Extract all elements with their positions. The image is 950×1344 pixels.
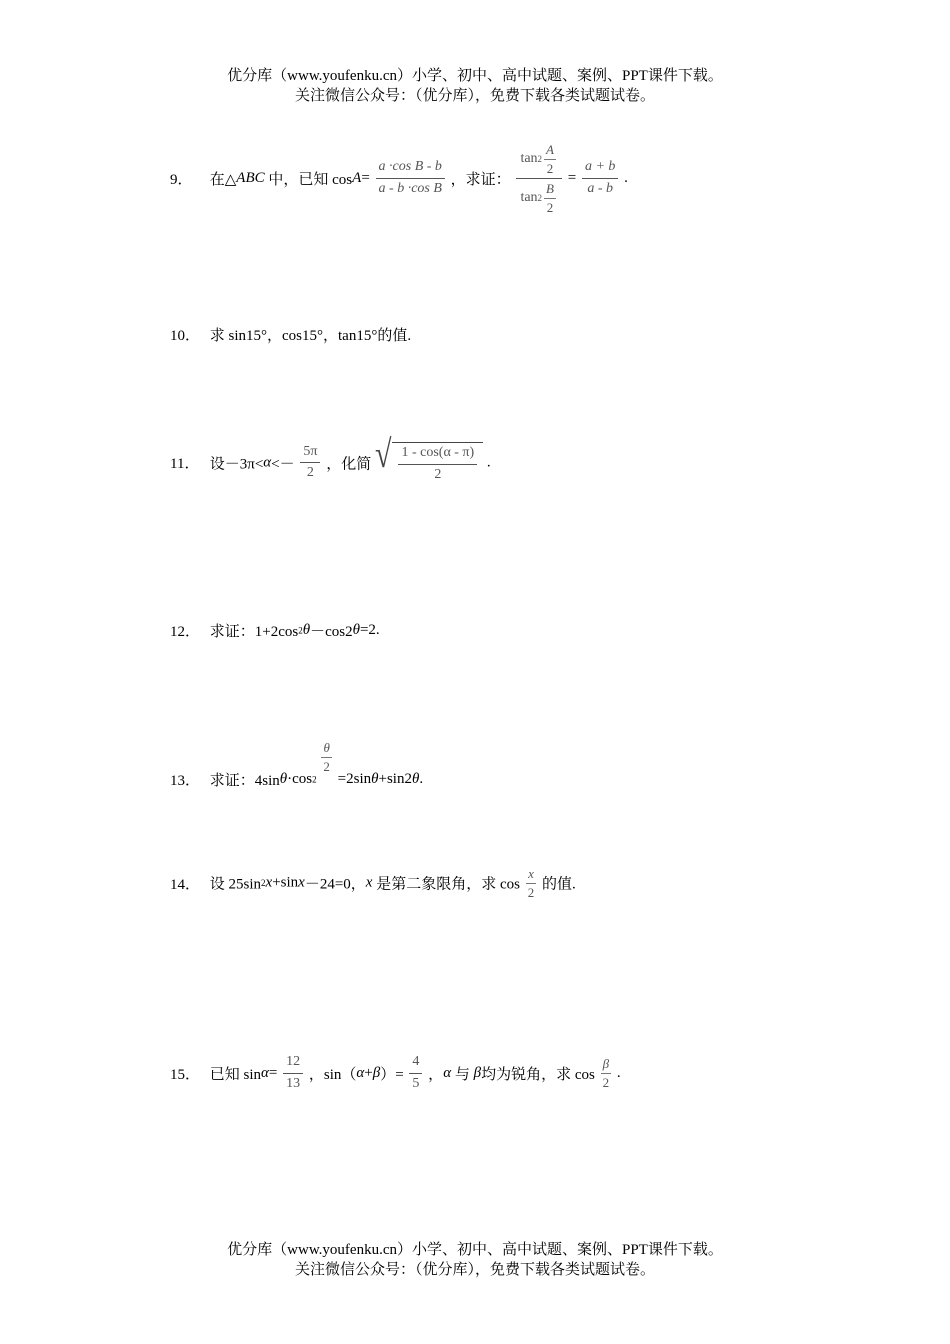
numerator: B xyxy=(544,181,556,199)
radical-sign: √ xyxy=(374,433,392,477)
triangle-name: ABC xyxy=(236,170,265,187)
problem-9 xyxy=(170,142,628,215)
denominator: 2 xyxy=(527,884,535,900)
x-over-two xyxy=(526,866,537,900)
text: <－ xyxy=(271,456,295,473)
problem-14 xyxy=(170,866,576,900)
text: 均为锐角，求 cos xyxy=(481,1066,595,1083)
five-pi-over-two xyxy=(300,444,320,483)
cosA-fraction xyxy=(376,159,445,198)
numerator: A xyxy=(544,142,556,160)
denominator: 2 xyxy=(546,160,554,176)
text: 设－3π< xyxy=(209,456,264,473)
text: 已知 sin xyxy=(209,1066,262,1083)
problem-text: 求 sin15°，cos15°，tan15°的值. xyxy=(209,328,412,344)
text: +sin2 xyxy=(378,771,412,788)
period: . xyxy=(616,1064,621,1081)
theta: θ xyxy=(411,771,420,788)
beta: β xyxy=(473,1064,482,1081)
alpha: α xyxy=(261,1064,269,1081)
denominator: 13 xyxy=(286,1075,301,1091)
radicand xyxy=(392,442,483,484)
denominator: 2 xyxy=(546,199,554,215)
beta: β xyxy=(372,1064,381,1081)
text: 是第二象限角，求 cos xyxy=(376,876,520,893)
theta: θ xyxy=(279,771,288,788)
text: ， xyxy=(428,1066,444,1083)
numerator: a ·cos B - b xyxy=(376,159,445,179)
problem-number: 15． xyxy=(170,1066,201,1083)
half-B-fraction xyxy=(544,181,556,215)
text: ）= xyxy=(380,1066,404,1083)
period: . xyxy=(419,771,424,788)
numerator: 12 xyxy=(283,1054,303,1074)
page-footer xyxy=(0,1240,950,1280)
alpha: α xyxy=(263,454,272,471)
var-A: A xyxy=(352,170,362,187)
header-line-2: 关注微信公众号：（优分库），免费下载各类试题试卷。 xyxy=(294,88,655,104)
denominator: 2 xyxy=(602,1074,610,1090)
problem-13 xyxy=(170,740,424,790)
half-A-fraction xyxy=(544,142,556,176)
text: =2sin xyxy=(337,771,372,788)
var-x: x xyxy=(365,874,373,891)
text: ·cos xyxy=(287,771,313,788)
text: 求证：4sin xyxy=(209,773,280,790)
period: . xyxy=(624,170,628,187)
text: 的值. xyxy=(541,876,576,893)
exponent: 2 xyxy=(312,774,317,785)
exponent: 2 xyxy=(261,878,266,889)
denominator: 2 xyxy=(323,758,330,774)
beta-over-two xyxy=(601,1056,612,1090)
theta: θ xyxy=(371,771,379,788)
exponent: 2 xyxy=(298,625,303,636)
numerator: x xyxy=(526,866,536,884)
text: ，化简 xyxy=(326,456,372,473)
exponent: 2 xyxy=(537,153,543,164)
equals: = xyxy=(268,1064,278,1081)
footer-line-1: 优分库（www.youfenku.cn）小学、初中、高中试题、案例、PPT课件下载。 xyxy=(227,1242,723,1258)
footer-line-2: 关注微信公众号：（优分库），免费下载各类试题试卷。 xyxy=(294,1262,655,1278)
numerator: a + b xyxy=(582,159,618,179)
text: ，sin（ xyxy=(308,1066,357,1083)
problem-number: 12． xyxy=(170,624,201,640)
problem-11 xyxy=(170,433,491,484)
page-header xyxy=(0,66,950,106)
theta: θ xyxy=(302,622,311,638)
var-x: x xyxy=(298,874,305,891)
tan-ratio-fraction xyxy=(516,142,562,215)
text: 求证：1+2cos xyxy=(209,624,299,640)
text: ，求证： xyxy=(450,172,511,189)
tan-label: tan xyxy=(520,189,538,205)
text: 在△ xyxy=(209,172,237,189)
square-root-expression xyxy=(374,433,483,484)
problem-12 xyxy=(170,620,380,641)
problem-number: 11． xyxy=(170,456,200,473)
denominator: a - b ·cos B xyxy=(378,181,442,197)
text: －24=0， xyxy=(304,876,366,893)
equals: = xyxy=(361,170,370,187)
numerator: 4 xyxy=(409,1054,422,1074)
numerator: β xyxy=(601,1056,611,1074)
theta: θ xyxy=(352,622,360,638)
theta-over-two xyxy=(321,740,332,774)
alpha: α xyxy=(356,1064,365,1081)
numerator: 5π xyxy=(300,444,320,464)
denominator: 5 xyxy=(412,1075,420,1091)
radicand-fraction xyxy=(398,445,477,484)
denominator: a - b xyxy=(587,181,614,197)
problem-number: 14． xyxy=(170,876,201,893)
problem-10 xyxy=(170,324,411,345)
text: 与 xyxy=(454,1066,470,1083)
twelve-thirteenths xyxy=(283,1054,303,1093)
exponent: 2 xyxy=(537,192,543,203)
four-fifths xyxy=(409,1054,422,1093)
numerator: θ xyxy=(321,740,331,758)
denominator: 2 xyxy=(434,466,442,482)
ratio-fraction xyxy=(582,159,618,198)
text: 设 25sin xyxy=(209,876,262,893)
period: . xyxy=(486,454,491,471)
equals: = xyxy=(567,170,577,187)
problem-number: 9． xyxy=(170,172,193,189)
var-x: x xyxy=(265,874,273,891)
numerator: 1 - cos(α - π) xyxy=(398,445,477,465)
denominator xyxy=(516,179,562,215)
alpha: α xyxy=(443,1064,452,1081)
text: －cos2 xyxy=(310,624,353,640)
text: +sin xyxy=(272,874,299,891)
tan-label: tan xyxy=(520,150,538,166)
plus: + xyxy=(364,1064,373,1081)
text: =2. xyxy=(359,622,380,638)
problem-number: 13． xyxy=(170,773,201,790)
problem-15 xyxy=(170,1054,621,1093)
text: 中，已知 cos xyxy=(268,172,353,189)
problem-number: 10． xyxy=(170,328,201,344)
denominator: 2 xyxy=(306,465,314,481)
numerator xyxy=(516,142,562,179)
header-line-1: 优分库（www.youfenku.cn）小学、初中、高中试题、案例、PPT课件下载。 xyxy=(227,68,723,84)
